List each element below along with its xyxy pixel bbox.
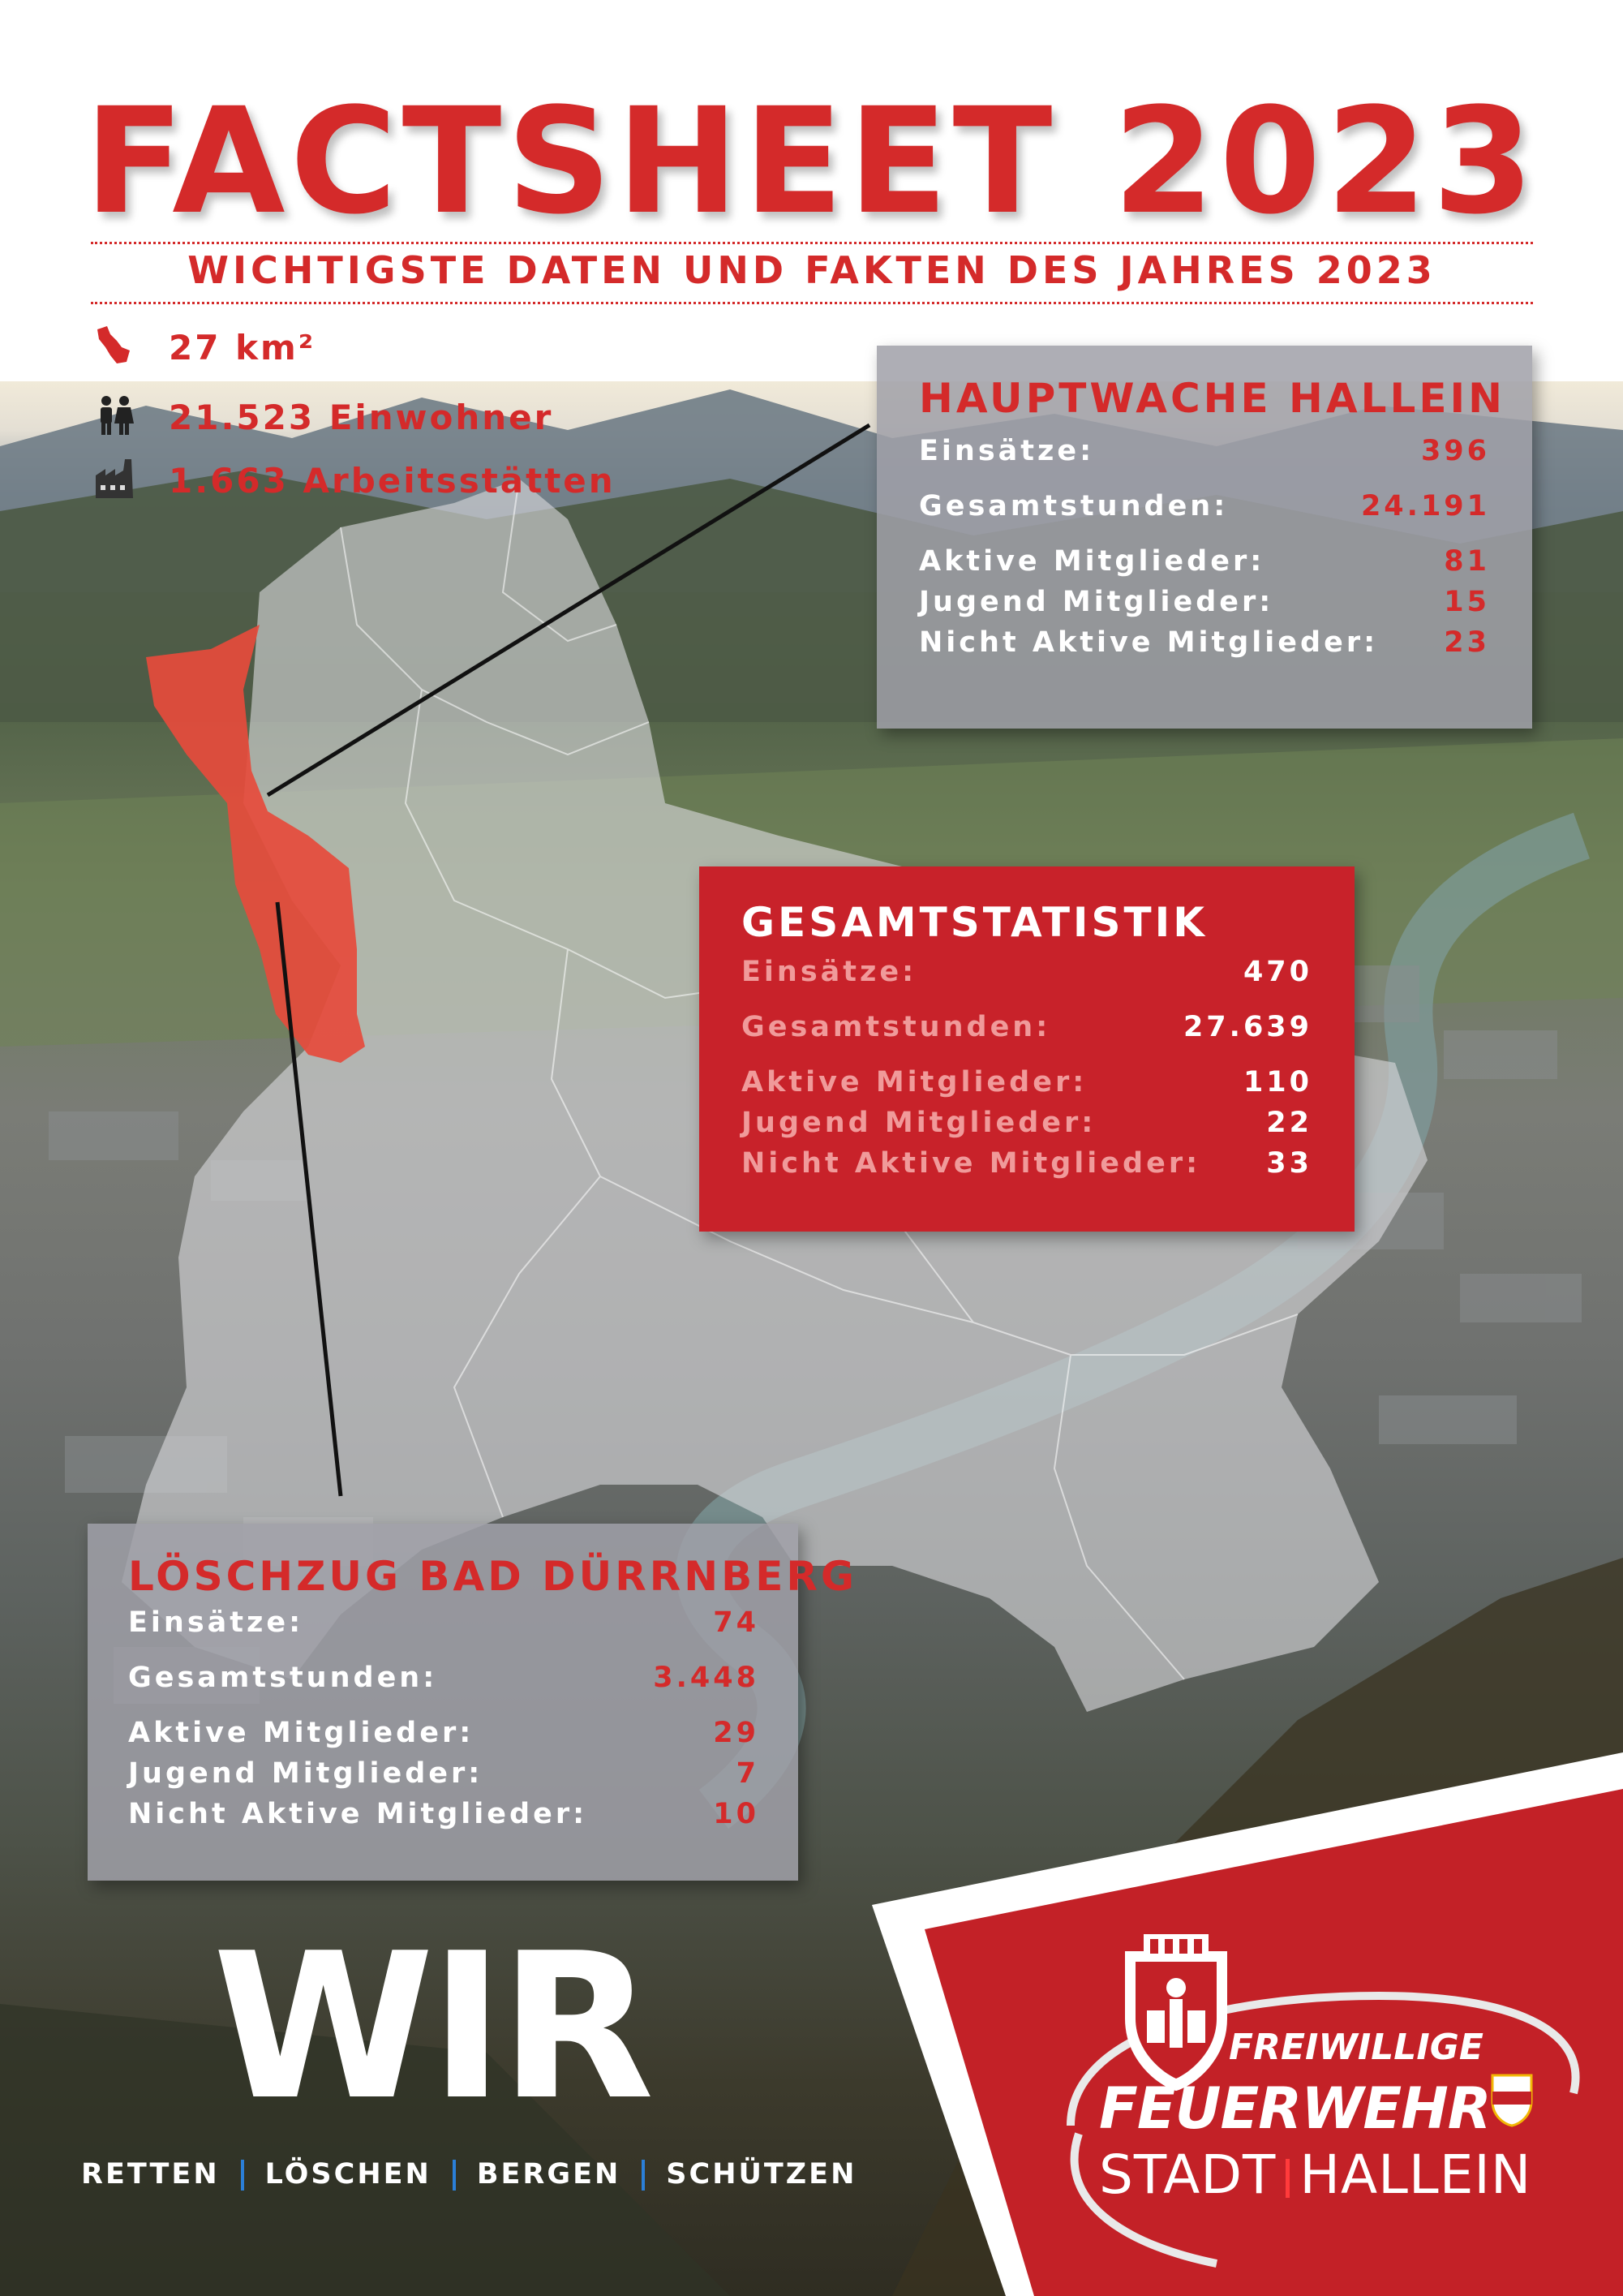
page-subtitle: WICHTIGSTE DATEN UND FAKTEN DES JAHRES 2023: [187, 248, 1436, 292]
stat-value: 110: [1243, 1066, 1312, 1099]
stat-label: Jugend Mitglieder:: [919, 586, 1274, 618]
loeschzug-stats: [128, 1524, 759, 1881]
hauptwache-box: [877, 346, 1532, 729]
stat-label: Einsätze:: [919, 435, 1095, 467]
stat-label: Einsätze:: [128, 1606, 304, 1639]
fact-workplaces-text: 1.663 Arbeitsstätten: [169, 461, 616, 501]
motto-separator: [642, 2160, 645, 2191]
motto-separator: [241, 2160, 244, 2191]
logo-word-hallein: HALLEIN: [1299, 2143, 1532, 2206]
hauptwache-title: HAUPTWACHE HALLEIN: [919, 375, 1505, 422]
header: [0, 0, 1623, 381]
wir-heading: WIR: [213, 1911, 650, 2144]
stat-value: 27.639: [1183, 1011, 1312, 1043]
stat-value: 22: [1266, 1107, 1312, 1139]
loeschzug-title: LÖSCHZUG BAD DÜRRNBERG: [128, 1553, 857, 1600]
stat-label: Nicht Aktive Mitglieder:: [741, 1147, 1201, 1180]
stat-label: Einsätze:: [741, 956, 917, 988]
stat-value: 74: [713, 1606, 759, 1639]
logo-line-freiwillige: FREIWILLIGE: [1229, 2027, 1483, 2068]
stat-value: 470: [1243, 956, 1312, 988]
stat-label: Gesamtstunden:: [741, 1011, 1051, 1043]
divider-bottom: [91, 302, 1533, 304]
logo-word-stadt: STADT: [1099, 2143, 1277, 2206]
divider-top: [91, 242, 1533, 244]
stat-label: Aktive Mitglieder:: [919, 545, 1265, 578]
stat-label: Jugend Mitglieder:: [128, 1757, 483, 1790]
austria-shield-icon: [1491, 2074, 1533, 2127]
motto-item: LÖSCHEN: [264, 2158, 432, 2191]
stat-label: Gesamtstunden:: [128, 1662, 438, 1694]
logo-separator: [1286, 2159, 1290, 2198]
stat-label: Nicht Aktive Mitglieder:: [128, 1798, 588, 1830]
stat-value: 10: [713, 1798, 759, 1830]
stat-value: 396: [1420, 435, 1490, 467]
page-title: FACTSHEET 2023: [84, 77, 1539, 247]
stat-label: Nicht Aktive Mitglieder:: [919, 626, 1379, 659]
stat-value: 33: [1266, 1147, 1312, 1180]
stat-value: 7: [736, 1757, 759, 1790]
hauptwache-stats: [919, 346, 1490, 729]
fact-population-text: 21.523 Einwohner: [169, 398, 554, 437]
factory-icon: [92, 456, 138, 501]
stat-label: Aktive Mitglieder:: [741, 1066, 1088, 1099]
motto-item: RETTEN: [81, 2158, 220, 2191]
stat-value: 81: [1444, 545, 1490, 578]
map-region-icon: [92, 323, 138, 368]
motto-separator: [453, 2160, 456, 2191]
motto-item: SCHÜTZEN: [666, 2158, 857, 2191]
loeschzug-box: [88, 1524, 857, 1881]
stat-label: Jugend Mitglieder:: [741, 1107, 1097, 1139]
stat-label: Aktive Mitglieder:: [128, 1717, 474, 1749]
gesamtstatistik-title: GESAMTSTATISTIK: [741, 899, 1208, 946]
fire-brigade-crest-icon: [1111, 1929, 1241, 2092]
stat-value: 24.191: [1360, 490, 1490, 522]
fact-area-text: 27 km²: [169, 328, 316, 368]
stat-label: Gesamtstunden:: [919, 490, 1229, 522]
stat-value: 15: [1444, 586, 1490, 618]
people-icon: [92, 393, 138, 438]
stat-value: 29: [713, 1717, 759, 1749]
motto-line: [81, 2158, 857, 2191]
gesamtstatistik-box: [699, 866, 1355, 1232]
stat-value: 23: [1444, 626, 1490, 659]
stat-value: 3.448: [653, 1662, 759, 1694]
gesamtstatistik-stats: [741, 866, 1312, 1232]
logo-line-feuerwehr: FEUERWEHR: [1099, 2075, 1491, 2142]
logo-line-stadt: [1099, 2143, 1531, 2206]
motto-item: BERGEN: [476, 2158, 621, 2191]
